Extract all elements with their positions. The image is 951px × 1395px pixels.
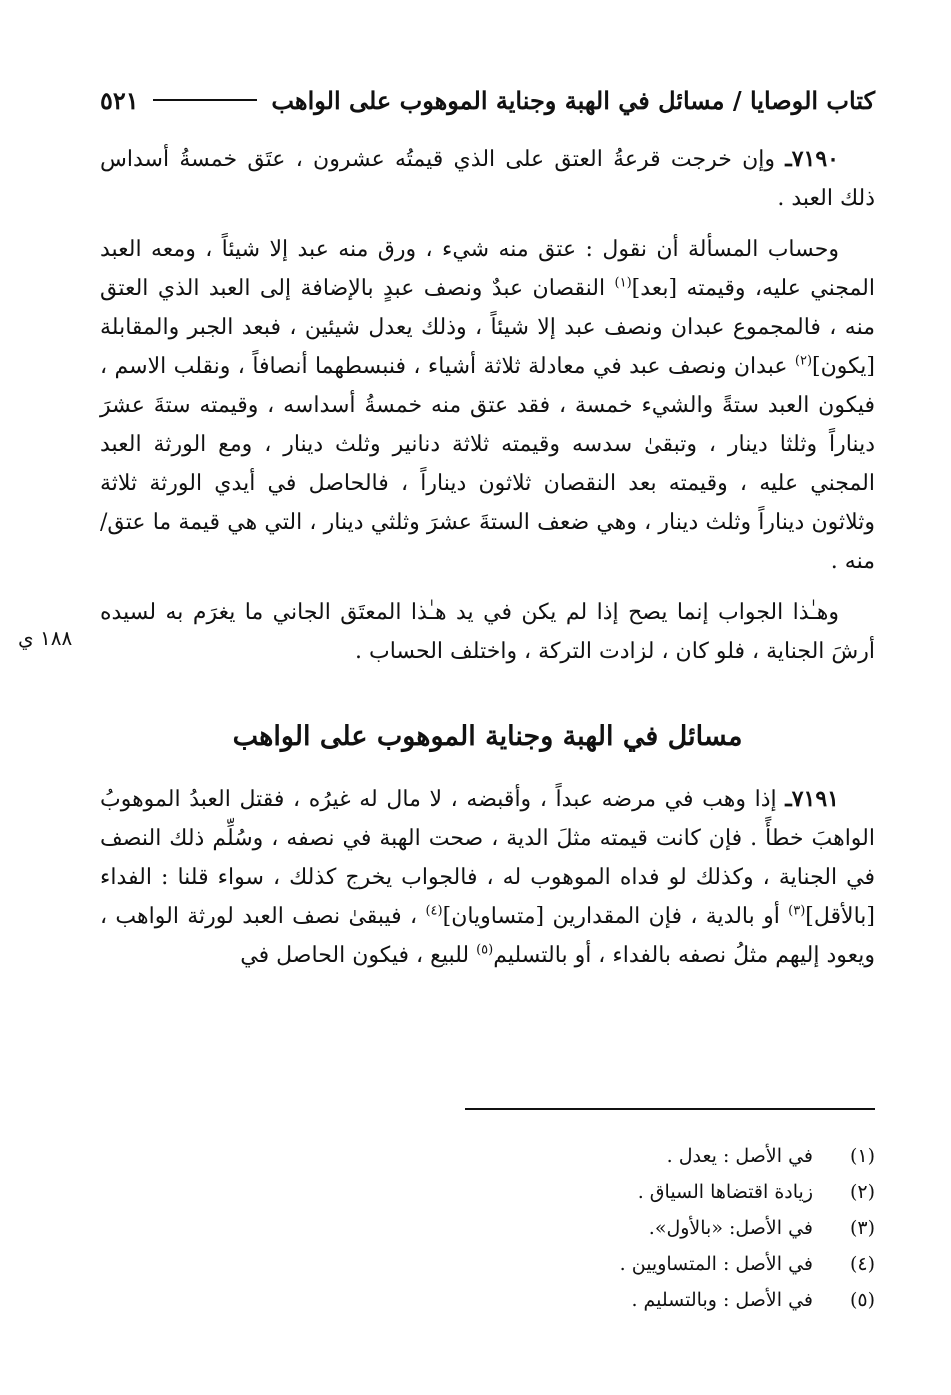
header-rule — [153, 99, 258, 101]
footnote-item — [100, 1282, 875, 1318]
header-title: كتاب الوصايا / مسائل في الهبة وجناية الموهوب على الواهب — [271, 85, 875, 115]
footnote-text: في الأصل : المتساويين . — [619, 1253, 813, 1275]
page-number: ٥٢١ — [100, 85, 139, 115]
paragraph-text: ، فيبقىٰ نصف العبد لورثة الواهب ، ويعود إليهم مثلُ نصفه بالفداء ، أو بالتسليم — [100, 904, 875, 968]
paragraph-number: ٧١٩١ـ — [785, 786, 839, 812]
body-text — [100, 140, 875, 975]
paragraph-text: وهـٰذا الجواب إنما يصح إذا لم يكن في يد هـٰذا المعتَق الجاني ما يغرَم به لسيده أرشَ الجناية ، فلو كان ، لزادت التركة ، واختلف الحساب . — [100, 600, 875, 664]
footnote-ref[interactable]: (٢) — [794, 353, 813, 369]
paragraph-text: وحساب المسألة أن نقول : عتق منه شيء ، ورق منه عبد إلا شيئاً ، ومعه العبد المجني عليه، وقيمته [بعد] — [100, 237, 875, 301]
margin-note: ١٨٨ ي — [18, 626, 73, 650]
footnote-ref[interactable]: (٤) — [425, 903, 443, 919]
footnote-number: (٣) — [849, 1217, 875, 1239]
footnote-ref[interactable]: (٥) — [476, 942, 494, 958]
footnote-item — [100, 1174, 875, 1210]
section-title: مسائل في الهبة وجناية الموهوب على الواهب — [232, 721, 743, 752]
paragraph-text: وإن خرجت قرعةُ العتق على الذي قيمتُه عشرون ، عتَق خمسةُ أسداس ذلك العبد . — [100, 147, 875, 211]
footnotes — [100, 1138, 875, 1318]
footnote-ref[interactable]: (١) — [614, 275, 632, 291]
paragraph-text: عبدان ونصف عبد في معادلة ثلاثة أشياء ، فنبسطهما أنصافاً ، ونقلب الاسم ، فيكون العبد ستةً والشيء خمسة ، فقد عتق منه خمسةُ أسداسه ، وقيمته ستةَ عشرَ ديناراً وثلثا دينار ، وتبقىٰ سدسه وقيمته ثلاثة دنانير وثلث دينار ، ومع الورثة العبد المجني عليه ، وقيمته بعد النقصان ثلاثون ديناراً ، فالحاصل في أيدي الورثة ثلاثة وثلاثون ديناراً وثلث دينار ، وهي ضعف الستةَ عشرَ وثلثي دينار ، التي هي قيمة ما عتق/ منه . — [100, 354, 875, 574]
footnote-text: في الأصل : يعدل . — [666, 1145, 813, 1167]
paragraph-7190 — [100, 140, 875, 218]
paragraph-calculation — [100, 230, 875, 581]
footnote-text: في الأصل: «بالأول». — [648, 1217, 813, 1239]
footnote-text: في الأصل : وبالتسليم . — [631, 1289, 813, 1311]
paragraph-text: إذا وهب في مرضه عبداً ، وأقبضه ، لا مال له غيرُه ، فقتل العبدُ الموهوبُ الواهبَ خطأً . فإن كانت قيمته مثلَ الدية ، صحت الهبة في نصفه ، وسُلِّم ذلك النصف في الجناية ، وكذلك لو فداه الموهوب له ، فالجواب يخرج كذلك ، سواء قلنا : الفداء [بالأقل] — [100, 787, 875, 929]
footnote-item — [100, 1138, 875, 1174]
paragraph-number: ٧١٩٠ـ — [785, 146, 839, 172]
footnote-item — [100, 1246, 875, 1282]
paragraph-7191 — [100, 780, 875, 975]
footnote-item — [100, 1210, 875, 1246]
footnote-separator — [465, 1108, 875, 1110]
paragraph-text: للبيع ، فيكون الحاصل في — [240, 943, 477, 968]
page — [100, 78, 875, 1378]
footnote-number: (٤) — [849, 1253, 875, 1275]
footnote-text: زيادة اقتضاها السياق . — [637, 1181, 813, 1203]
footnote-number: (١) — [849, 1145, 875, 1167]
footnote-number: (٥) — [849, 1289, 875, 1311]
running-header — [100, 78, 875, 122]
paragraph-note — [100, 593, 875, 671]
footnote-ref[interactable]: (٣) — [788, 903, 806, 919]
paragraph-text: أو بالدية ، فإن المقدارين [متساويان] — [442, 904, 789, 929]
footnote-number: (٢) — [849, 1181, 875, 1203]
paragraph-text: النقصان عبدٌ ونصف عبدٍ بالإضافة إلى العبد الذي العتق منه ، فالمجموع عبدان ونصف عبد إلا شيئاً ، وذلك يعدل شيئين ، فبعد الجبر والمقابلة [يكون] — [100, 276, 875, 379]
